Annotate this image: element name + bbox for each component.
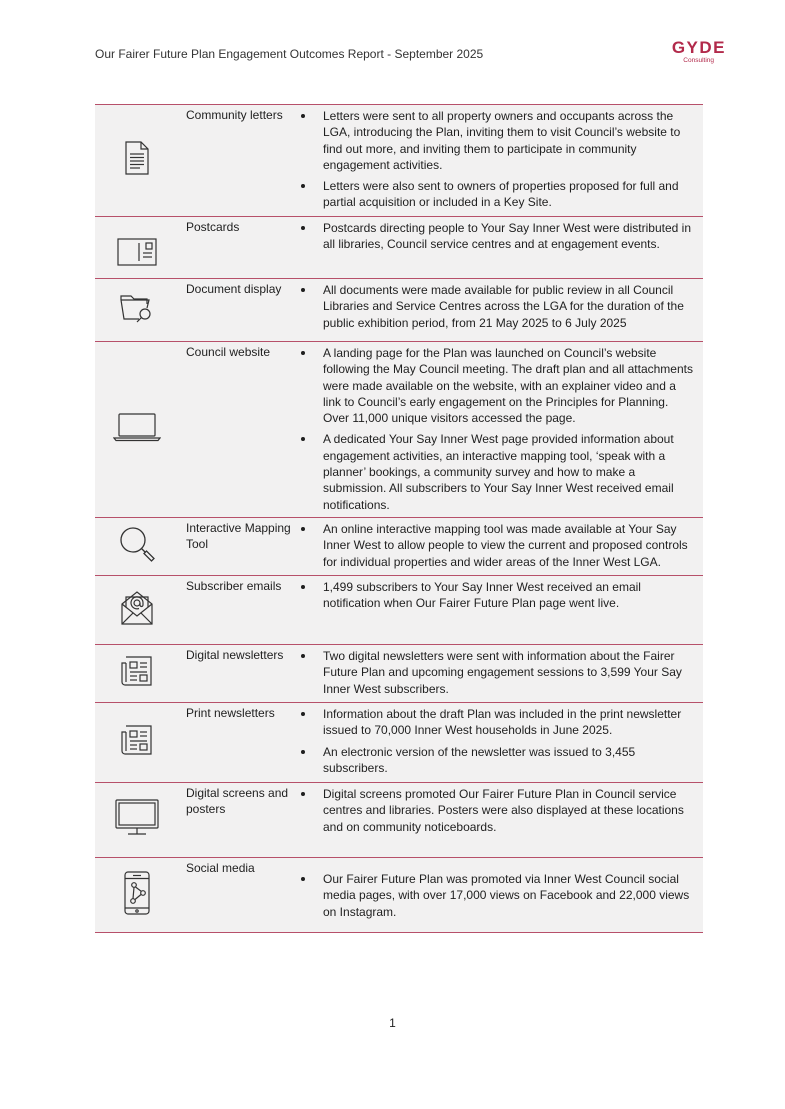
icon-cell <box>95 279 179 342</box>
engagement-channels-table <box>95 104 703 933</box>
icon-cell <box>95 783 179 858</box>
channel-label: Digital newsletters <box>179 645 293 703</box>
channel-description <box>293 518 703 576</box>
table-row <box>95 342 703 518</box>
monitor-icon <box>115 799 159 842</box>
channel-label: Subscriber emails <box>179 576 293 645</box>
icon-cell <box>95 342 179 518</box>
list-item: Two digital newsletters were sent with information about the Fairer Future Plan and upcoming engagement sessions to 3,599 Your Say Inner West subscribers. <box>293 648 693 697</box>
channel-description <box>293 703 703 783</box>
laptop-icon <box>113 412 161 447</box>
channel-description <box>293 858 703 933</box>
list-item: An online interactive mapping tool was made available at Your Say Inner West to allow people to view the current and proposed controls for individual properties and wider areas of the Inner West LGA. <box>293 521 693 570</box>
page-number: 1 <box>389 1016 396 1030</box>
list-item: All documents were made available for public review in all Council Libraries and Service Centres across the LGA for the duration of the public exhibition period, from 21 May 2025 to 6 July 2025 <box>293 282 693 331</box>
table-row <box>95 217 703 279</box>
icon-cell <box>95 518 179 576</box>
table-row <box>95 703 703 783</box>
magnifier-icon <box>118 525 156 568</box>
list-item: Digital screens promoted Our Fairer Future Plan in Council service centres and libraries. Posters were also displayed at these locations and on community noticeboards. <box>293 786 693 835</box>
list-item: An electronic version of the newsletter was issued to 3,455 subscribers. <box>293 744 693 777</box>
channel-description <box>293 576 703 645</box>
channel-description <box>293 783 703 858</box>
logo-wordmark: GYDE <box>671 38 726 57</box>
channel-description <box>293 105 703 217</box>
channel-description <box>293 217 703 279</box>
table-row <box>95 576 703 645</box>
channel-description <box>293 342 703 518</box>
icon-cell <box>95 858 179 933</box>
table-row <box>95 518 703 576</box>
document-icon <box>124 141 150 180</box>
icon-cell <box>95 703 179 783</box>
list-item: Our Fairer Future Plan was promoted via Inner West Council social media pages, with over 17,000 views on Facebook and 22,000 views on Instagram. <box>293 871 693 920</box>
icon-cell <box>95 576 179 645</box>
list-item: Information about the draft Plan was included in the print newsletter issued to 70,000 Inner West households in June 2025. <box>293 706 693 739</box>
postcard-icon <box>117 238 157 271</box>
icon-cell <box>95 217 179 279</box>
email-icon <box>120 590 154 631</box>
table-row <box>95 645 703 703</box>
icon-cell <box>95 105 179 217</box>
list-item: Postcards directing people to Your Say Inner West were distributed in all libraries, Council service centres and at engagement events. <box>293 220 693 253</box>
channel-label: Digital screens and posters <box>179 783 293 858</box>
icon-cell <box>95 645 179 703</box>
list-item: A landing page for the Plan was launched on Council’s website following the May Council meeting. The draft plan and all attachments were made available on the website, with an explainer video and a link to Council’s early engagement on the Principles for Planning. Over 11,000 unique visitors accessed the page. <box>293 345 693 426</box>
channel-label: Interactive Mapping Tool <box>179 518 293 576</box>
table-row <box>95 279 703 342</box>
report-title: Our Fairer Future Plan Engagement Outcomes Report - September 2025 <box>95 47 484 61</box>
channel-label: Document display <box>179 279 293 342</box>
folder-search-icon <box>119 292 155 329</box>
logo-subtitle: Consulting <box>683 57 714 64</box>
table-row <box>95 105 703 217</box>
list-item: Letters were also sent to owners of properties proposed for full and partial acquisition or included in a Key Site. <box>293 178 693 211</box>
newsletter-icon <box>121 724 153 761</box>
channel-description <box>293 645 703 703</box>
list-item: Letters were sent to all property owners and occupants across the LGA, introducing the Plan, inviting them to visit Council’s website to find out more, and inviting them to participate in community engagement activities. <box>293 108 693 173</box>
social-phone-icon <box>124 871 150 920</box>
channel-label: Council website <box>179 342 293 518</box>
table-row <box>95 783 703 858</box>
channel-label: Social media <box>179 858 293 933</box>
table-row <box>95 858 703 933</box>
channel-description <box>293 279 703 342</box>
gyde-logo <box>638 39 726 64</box>
channel-label: Print newsletters <box>179 703 293 783</box>
list-item: A dedicated Your Say Inner West page provided information about engagement activities, an interactive mapping tool, ‘speak with a planner’ bookings, a community survey and how to make a submission. All subscribers to Your Say Inner West received email notifications. <box>293 431 693 512</box>
channel-label: Community letters <box>179 105 293 217</box>
newsletter-icon <box>121 655 153 692</box>
channel-label: Postcards <box>179 217 293 279</box>
list-item: 1,499 subscribers to Your Say Inner West received an email notification when Our Fairer Future Plan page went live. <box>293 579 693 612</box>
